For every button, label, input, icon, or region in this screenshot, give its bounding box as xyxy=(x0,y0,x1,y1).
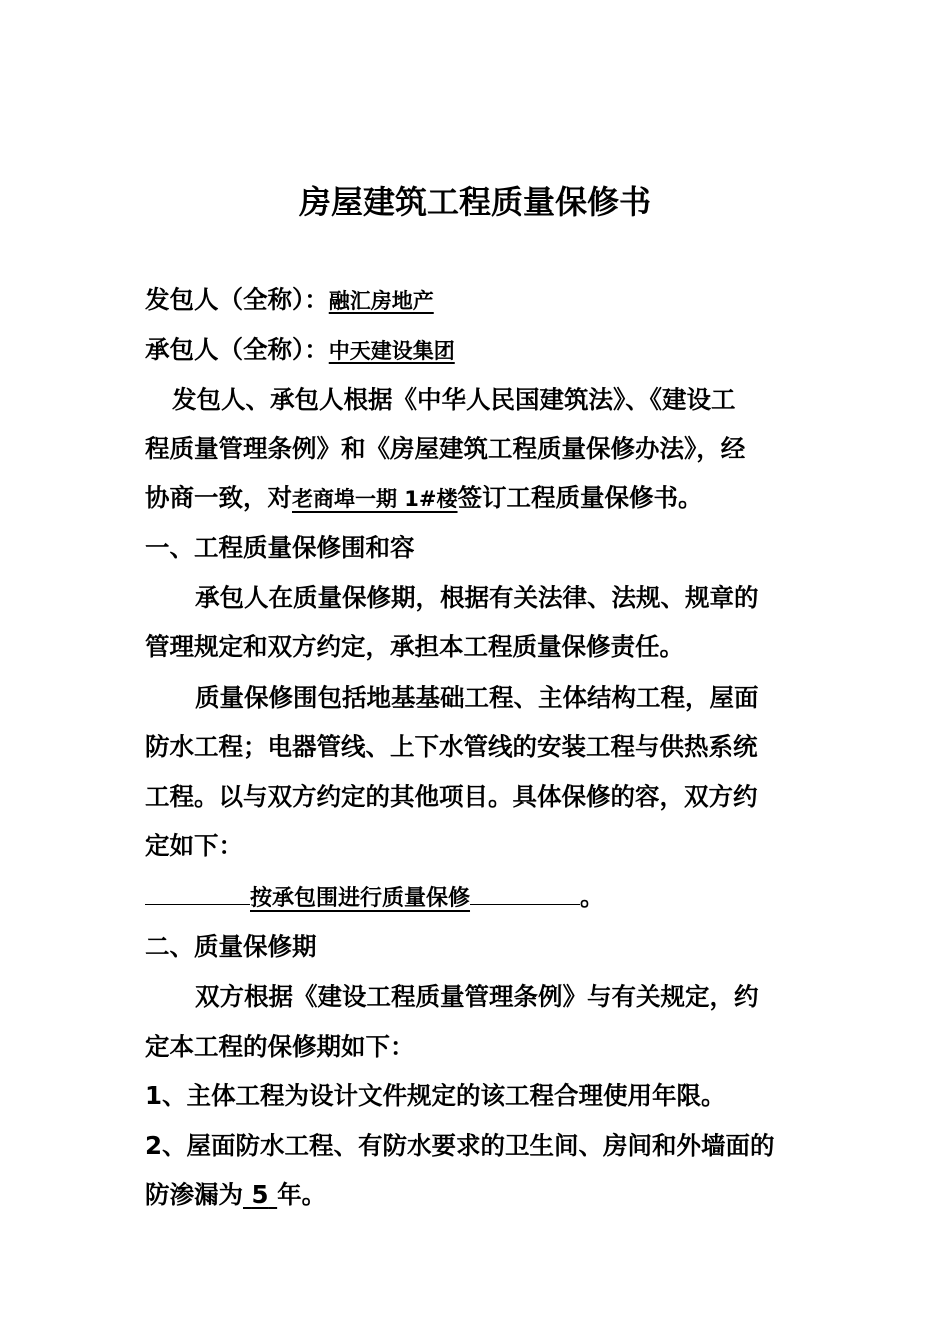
project-name: 老商埠一期 1#楼 xyxy=(292,487,458,511)
warranty-item-2-line-2 xyxy=(145,1178,810,1212)
s1-p2-line-4: 定如下： xyxy=(145,831,243,860)
item-2-pre: 防渗漏为 xyxy=(145,1180,243,1209)
item-2-years xyxy=(243,1180,277,1209)
item-2-years-value: 5 xyxy=(251,1180,269,1209)
contractor-row xyxy=(145,333,810,368)
fill-blank-right xyxy=(470,880,580,905)
scope-fill-text: 按承包围进行质量保修 xyxy=(250,886,471,911)
document-title: 房屋建筑工程质量保修书 xyxy=(298,183,651,221)
s2-p1-line-1: 双方根据《建设工程质量管理条例》与有关规定，约 xyxy=(195,982,759,1011)
s2-p1-line-2: 定本工程的保修期如下： xyxy=(145,1032,415,1061)
employer-label: 发包人（全称）： xyxy=(145,285,329,314)
employer-row xyxy=(145,283,810,318)
intro-line-3-post: 签订工程质量保修书。 xyxy=(457,483,703,512)
s1-p2-line-2: 防水工程；电器管线、上下水管线的安装工程与供热系统 xyxy=(145,732,758,761)
contractor-label: 承包人（全称）： xyxy=(145,335,329,364)
section-1-heading: 一、工程质量保修围和容 xyxy=(145,533,415,562)
warranty-item-2-line-1: 2、屋面防水工程、有防水要求的卫生间、房间和外墙面的 xyxy=(145,1131,775,1160)
s1-p2-line-3: 工程。以与双方约定的其他项目。具体保修的容，双方约 xyxy=(145,782,758,811)
intro-line-2: 程质量管理条例》和《房屋建筑工程质量保修办法》，经 xyxy=(145,434,746,463)
intro-line-1: 发包人、承包人根据《中华人民国建筑法》、《建设工 xyxy=(172,385,736,414)
employer-name: 融汇房地产 xyxy=(328,289,434,313)
s1-p2-line-1: 质量保修围包括地基基础工程、主体结构工程，屋面 xyxy=(195,683,759,712)
s1-p1-line-1: 承包人在质量保修期，根据有关法律、法规、规章的 xyxy=(195,583,759,612)
contractor-name: 中天建设集团 xyxy=(328,339,455,363)
intro-line-3-pre: 协商一致，对 xyxy=(145,483,292,512)
intro-line-3 xyxy=(145,481,810,516)
warranty-item-1: 1、主体工程为设计文件规定的该工程合理使用年限。 xyxy=(145,1081,726,1110)
item-2-post: 年。 xyxy=(277,1180,327,1209)
scope-fill-row xyxy=(145,880,810,916)
section-2-heading: 二、质量保修期 xyxy=(145,932,317,961)
scope-fill-end: 。 xyxy=(580,882,605,911)
fill-blank-left xyxy=(145,880,250,905)
s1-p1-line-2: 管理规定和双方约定，承担本工程质量保修责任。 xyxy=(145,632,684,661)
